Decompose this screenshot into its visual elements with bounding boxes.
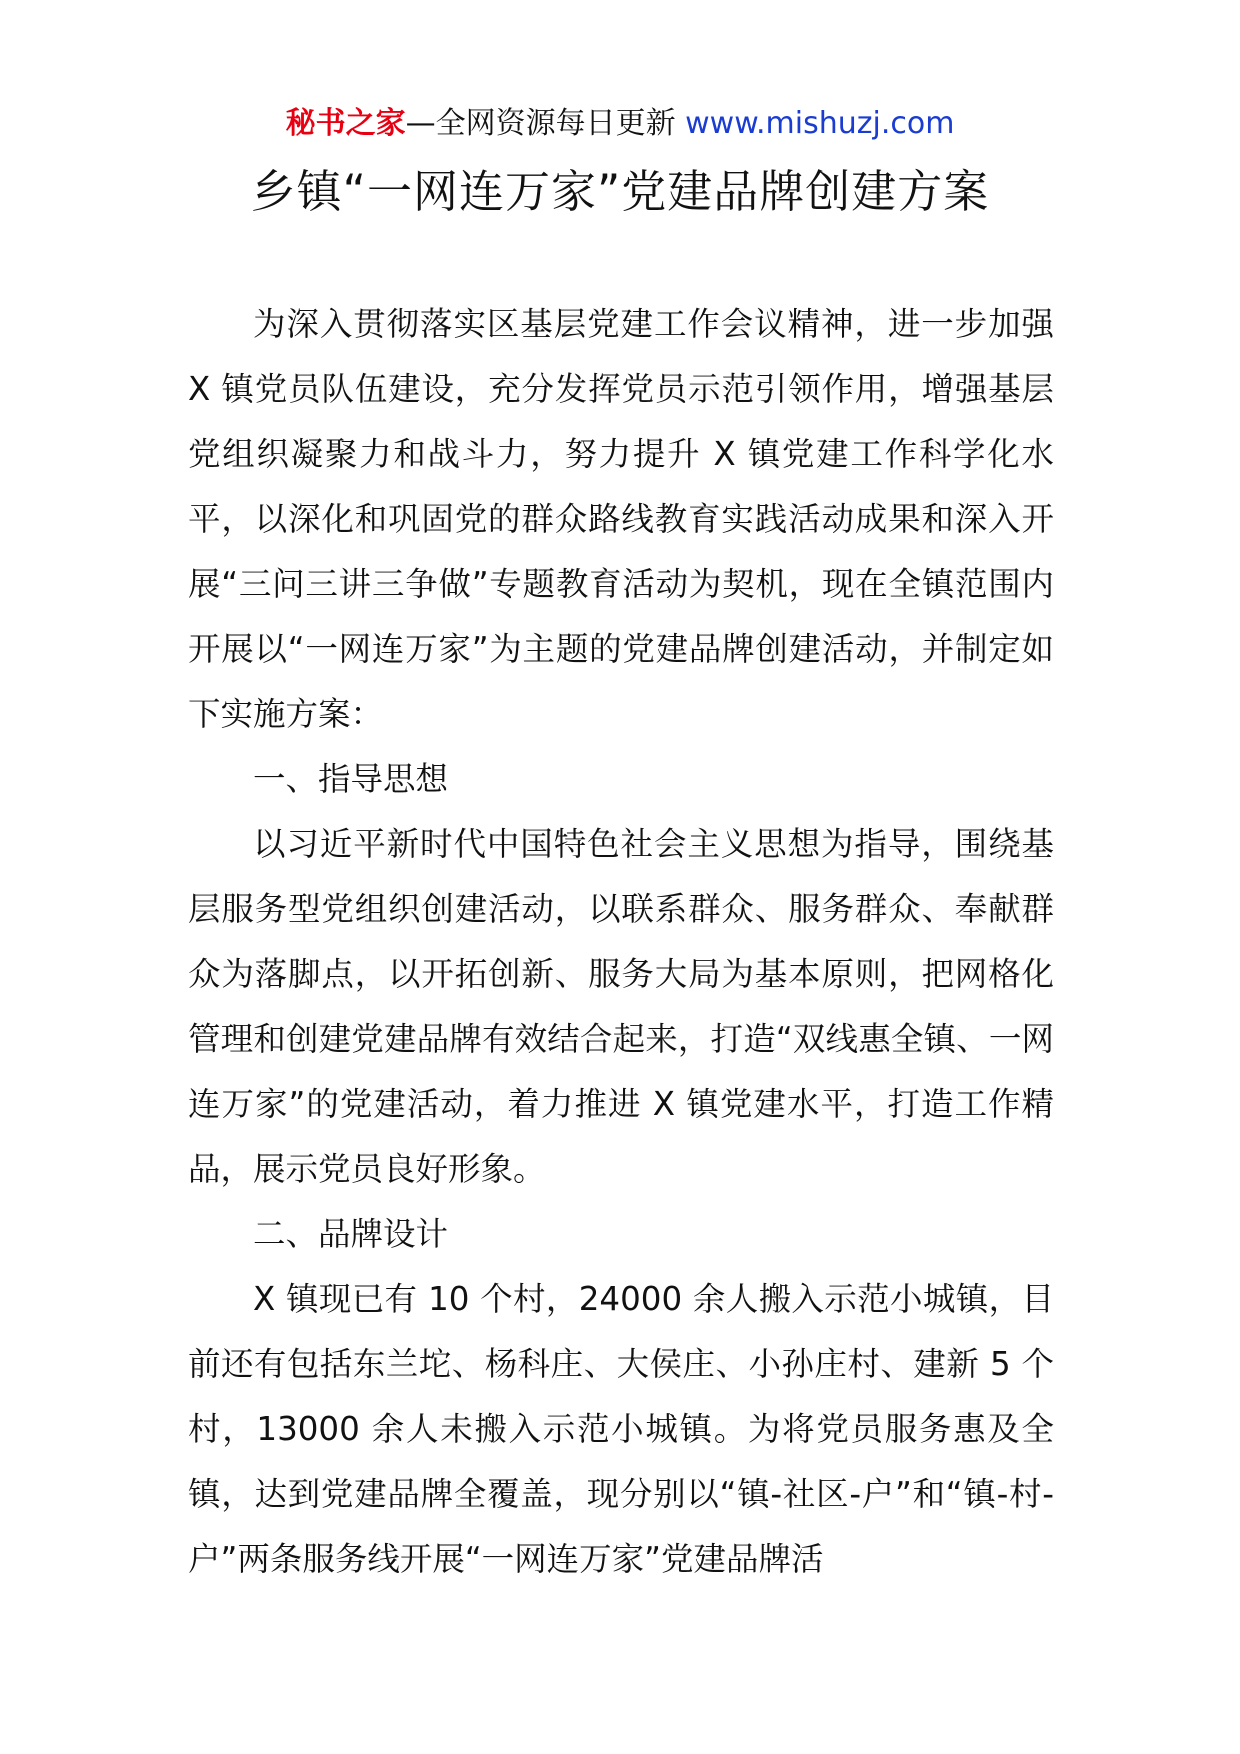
site-url-link[interactable]: www.mishuzj.com <box>685 106 955 141</box>
site-header <box>0 104 1240 144</box>
intro-paragraph: 为深入贯彻落实区基层党建工作会议精神，进一步加强 X 镇党员队伍建设，充分发挥党员示范引领作用，增强基层党组织凝聚力和战斗力，努力提升 X 镇党建工作科学化水平，以深化和巩固党的群众路线教育实践活动成果和深入开展“三问三讲三争做”专题教育活动为契机，现在全镇范围内开展以“一网连万家”为主题的党建品牌创建活动，并制定如下实施方案： <box>188 305 1054 733</box>
section-heading-guiding-ideology: 一、指导思想 <box>253 760 449 798</box>
document-body <box>188 292 1054 1592</box>
section-paragraph-brand-design: X 镇现已有 10 个村，24000 余人搬入示范小城镇，目前还有包括东兰坨、杨科庄、大侯庄、小孙庄村、建新 5 个村，13000 余人未搬入示范小城镇。为将党员服务惠及全镇，达到党建品牌全覆盖，现分别以“镇-社区-户”和“镇-村-户”两条服务线开展“一网连万家”党建品牌活 <box>188 1280 1054 1578</box>
section-heading-brand-design: 二、品牌设计 <box>253 1215 449 1253</box>
site-slogan: —全网资源每日更新 <box>405 106 676 141</box>
site-brand: 秘书之家 <box>285 106 406 141</box>
document-title: 乡镇“一网连万家”党建品牌创建方案 <box>250 165 990 218</box>
section-paragraph-guiding-ideology: 以习近平新时代中国特色社会主义思想为指导，围绕基层服务型党组织创建活动，以联系群众、服务群众、奉献群众为落脚点，以开拓创新、服务大局为基本原则，把网格化管理和创建党建品牌有效结合起来，打造“双线惠全镇、一网连万家”的党建活动，着力推进 X 镇党建水平，打造工作精品，展示党员良好形象。 <box>188 825 1054 1188</box>
